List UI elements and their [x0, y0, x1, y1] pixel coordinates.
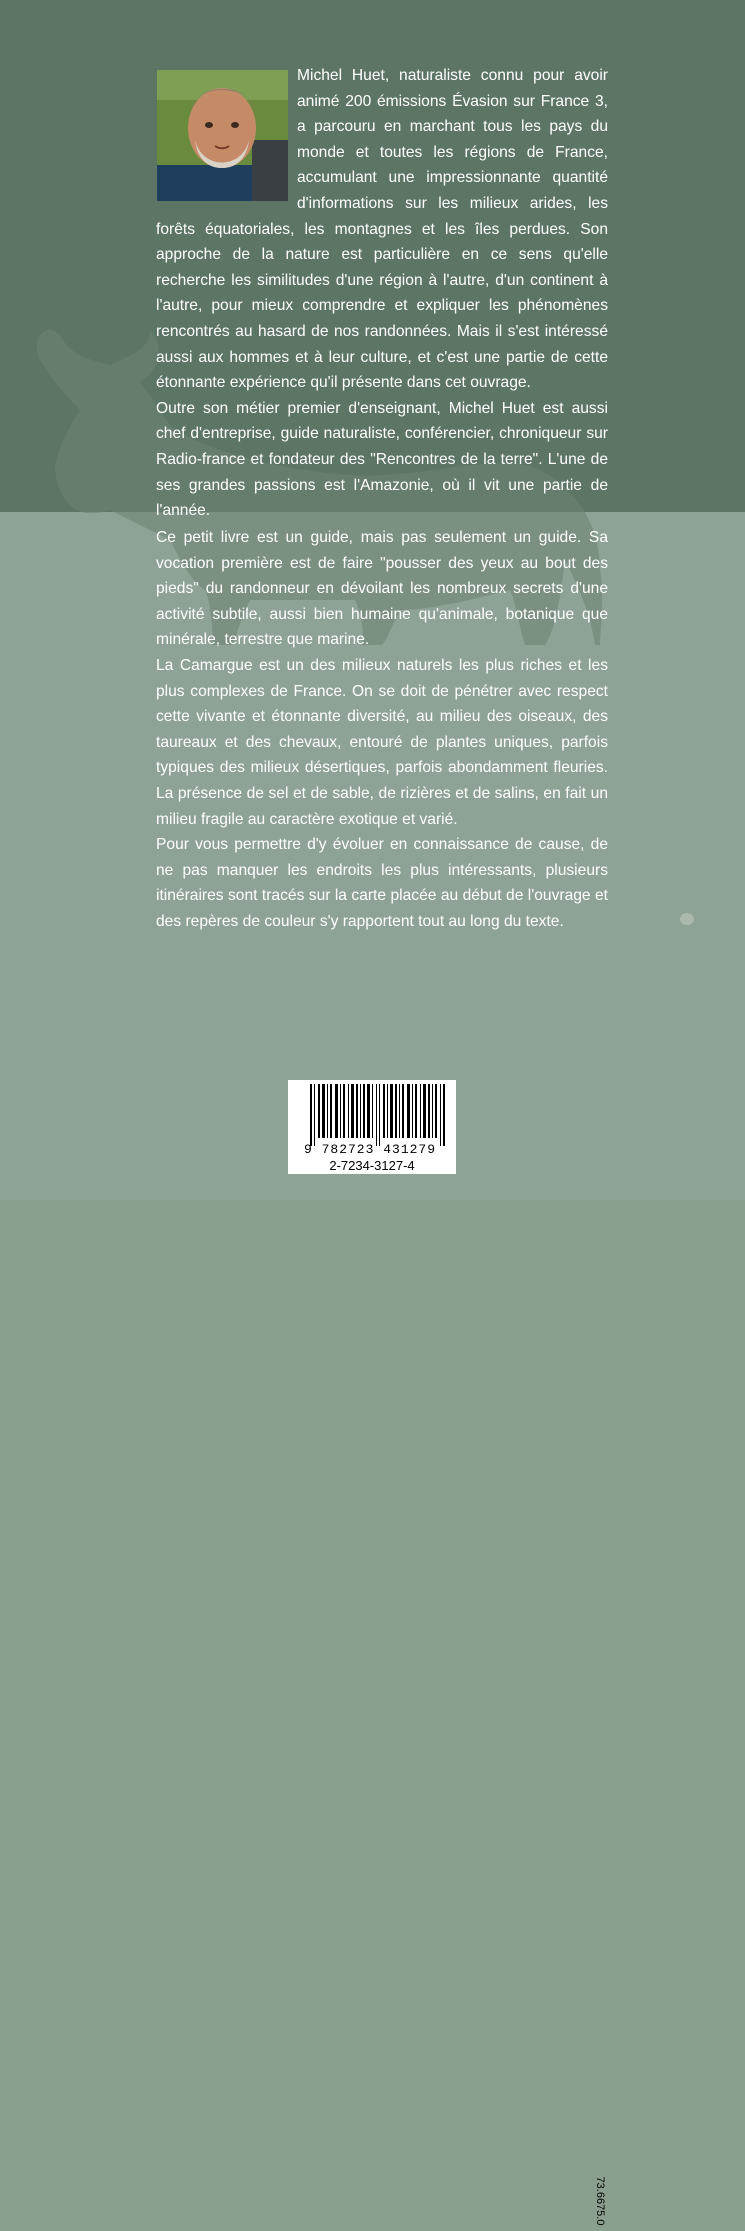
desc-paragraph-1: Ce petit livre est un guide, mais pas seulement un guide. Sa vocation première est de faire "pousser des yeux au bout des pieds" du randonneur en dévoilant les nombreux secrets d'une activité subtile, aussi bien humaine qu'animale, botanique que minérale, terrestre que marine.	[156, 529, 608, 649]
photo-spacer	[156, 63, 297, 215]
bio-paragraph-1: Michel Huet, naturaliste connu pour avoir animé 200 émissions Évasion sur France 3, a parcouru en marchant tous les pays du monde et toutes les régions de France, accumulant une impressionnante quantité d'informations sur les milieux arides, les forêts équatoriales, les montagnes et les îles perdues. Son approche de la nature est particulière en ce sens qu'elle recherche les similitudes d'une région à l'autre, d'un continent à l'autre, pour mieux comprendre et expliquer les phénomènes rencontrés au hasard de nos randonnées. Mais il s'est intéressé aussi aux hommes et à leur culture, et c'est une partie de cette étonnante expérience qu'il présente dans cet ouvrage.	[156, 67, 608, 392]
paper-stain	[680, 913, 694, 925]
bio-paragraph-2: Outre son métier premier d'enseignant, Michel Huet est aussi chef d'entreprise, guide naturaliste, conférencier, chroniqueur sur Radio-france et fondateur des "Rencontres de la terre". L'une de ses grandes passions est l'Amazonie, où il vit une partie de l'année.	[156, 399, 608, 520]
author-bio	[156, 63, 608, 524]
barcode-panel	[288, 1080, 606, 2226]
desc-paragraph-2: La Camargue est un des milieux naturels les plus riches et les plus complexes de France. On se doit de pénétrer avec respect cette vivante et étonnante diversité, au milieu des oiseaux, des taureaux et des chevaux, entouré de plantes uniques, parfois typiques des milieux désertiques, parfois abondamment fleuries. La présence de sel et de sable, de rizières et de salins, en fait un milieu fragile au caractère exotique et varié.	[156, 656, 608, 828]
barcode-bars-icon	[310, 1084, 450, 1146]
book-description	[156, 525, 608, 935]
side-code: 73.6675.0	[594, 2176, 606, 2226]
isbn: 2-7234-3127-4	[329, 1158, 415, 1173]
desc-paragraph-3: Pour vous permettre d'y évoluer en connaissance de cause, de ne pas manquer les endroits les plus intéressants, plusieurs itinéraires sont tracés sur la carte placée au début de l'ouvrage et des repères de couleur s'y rapportent tout au long du texte.	[156, 836, 608, 930]
ean-code: 9 782723 431279	[304, 1142, 437, 1157]
